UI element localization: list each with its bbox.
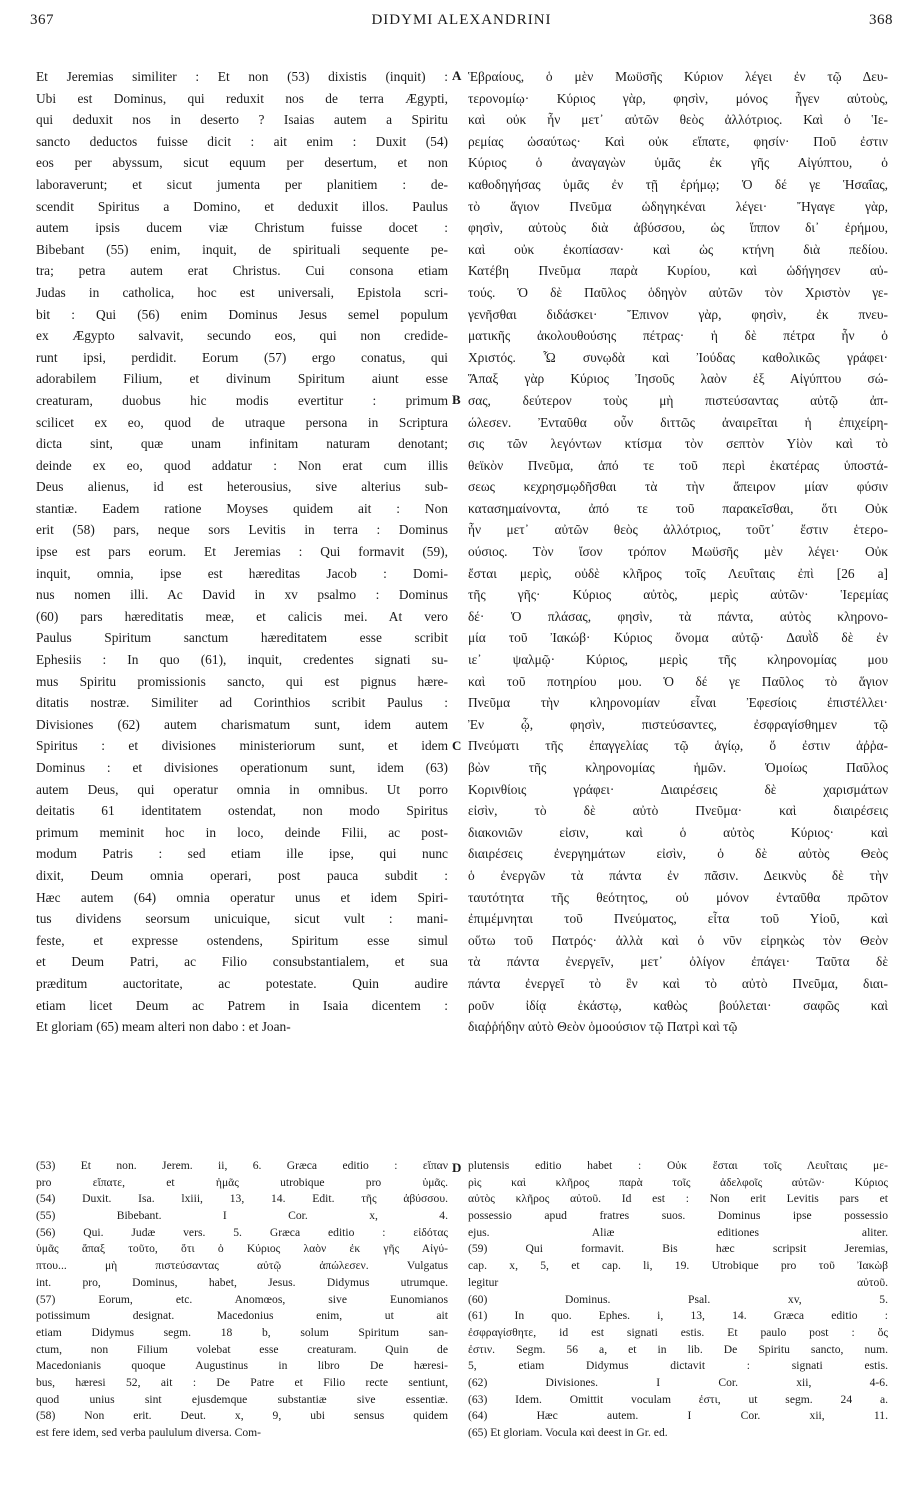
footnote-line: αὐτὸς κλῆρος αὐτοῦ. Id est : Non erit Levitis pars et xyxy=(468,1192,888,1206)
greek-text-line: διαῤῥήδην αὐτὸ Θεὸν ὁμοούσιον τῷ Πατρὶ καὶ τῷ xyxy=(468,1019,738,1035)
footnote-line: πτου... μὴ πιστεύσαντας αὐτῷ ἀπώλεσεν. Vulgatus xyxy=(36,1259,448,1273)
greek-text-line: ὁ ἐνεργῶν τὰ πάντα ἐν πᾶσιν. Δεικνὺς δὲ τὴν xyxy=(468,867,888,883)
footnote-line: bus, hæresi 52, ait : De Patre et Filio recte sentiunt, xyxy=(36,1375,448,1389)
latin-text-line: ex Ægypto salvavit, secundo eos, qui non credide- xyxy=(36,328,448,344)
greek-text-line: γενῆσθαι διδάσκει· Ἔπινον γὰρ, φησὶν, ἐκ πνευ- xyxy=(468,306,888,322)
footnote-line: (54) Duxit. Isa. lxiii, 13, 14. Edit. τῆς ἀβύσσου. xyxy=(36,1192,448,1206)
footnotes-right-column xyxy=(468,1158,888,1442)
footnote-line: (57) Eorum, etc. Anomœos, sive Eunomianos xyxy=(36,1292,448,1306)
greek-text-line: οὕτω τοῦ Πατρός· ἀλλὰ καὶ ὁ νῦν εἰρηκὼς τὸν Θεὸν xyxy=(468,932,888,948)
latin-text-line: erit (58) pars, neque sors Levitis in terra : Dominus xyxy=(36,522,448,538)
greek-text-line: μία τοῦ Ἰακώβ· Κύριος ὄνομα αὐτῷ· Δαυῒδ δὲ ἐν xyxy=(468,630,888,646)
greek-text-line: ἦν μετ᾽ αὐτῶν θεὸς ἀλλότριος, τοῦτ᾽ ἔστιν ἑτερο- xyxy=(468,522,888,538)
footnote-line: quod unius sint ejusdemque substantiæ sive essentiæ. xyxy=(36,1392,448,1406)
greek-text-line: βὼν τῆς κληρονομίας ἡμῶν. Ὁμοίως Παῦλος xyxy=(468,760,888,775)
footnote-line: est fere idem, sed verba paululum diversa. Com- xyxy=(36,1426,262,1439)
greek-text-line: σας, δεύτερον τοὺς μὴ πιστεύσαντας αὐτῷ ἀπ- xyxy=(468,392,888,408)
latin-text-line: dicta sint, quæ unam infinitam naturam denotant; xyxy=(36,436,448,452)
footnote-line: ὑμᾶς ἅπαξ τοῦτο, ὅτι ὁ Κύριος λαὸν ἐκ γῆς Αἰγύ- xyxy=(36,1242,448,1256)
footnote-line: (62) Divisiones. I Cor. xii, 4-6. xyxy=(468,1375,888,1389)
latin-text-line: scendit Spiritus a Domino, et deduxit illos. Paulus xyxy=(36,198,448,214)
latin-text-line: Ephesiis : In quo (61), inquit, credentes signati su- xyxy=(36,652,448,668)
greek-text-line: τῆς γῆς· Κύριος αὐτὸς, μερὶς αὐτῶν· Ἱερεμίας xyxy=(468,587,888,603)
latin-text-line: Bibebant (55) enim, inquit, de spirituali sequente pe- xyxy=(36,241,448,257)
latin-text-line: stantiæ. Eadem ratione Moyses quidem ait : Non xyxy=(36,500,448,516)
footnote-line: cap. x, 5, et cap. li, 19. Utrobique pro τοῦ Ἰακὼβ xyxy=(468,1259,888,1273)
latin-text-line: autem ipsis ducem viæ Christum fuisse docet : xyxy=(36,220,448,236)
latin-text-line: etiam licet Deum ac Patrem in Isaia dicentem : xyxy=(36,997,448,1013)
latin-text-line: runt ipsi, perdidit. Eorum (57) ergo conatus, qui xyxy=(36,349,448,365)
footnote-line: ρὶς καὶ κλῆρος παρὰ τοῖς ἀδελφοῖς αὐτῶν· Κύριος xyxy=(468,1175,888,1189)
latin-text-line: bit : Qui (56) enim Dominus Jesus semel populum xyxy=(36,306,448,322)
latin-text-line: nus nomen illi. Ac David in xv psalmo : Dominus xyxy=(36,587,448,603)
footnote-line: etiam Didymus segm. 18 b, solum Spiritum san- xyxy=(36,1325,448,1339)
footnote-line: (63) Idem. Omittit voculam ἐστι, ut segm. 24 a. xyxy=(468,1392,888,1406)
greek-text-line: τερονομίῳ· Κύριος γὰρ, φησὶν, μόνος ἦγεν αὐτοὺς, xyxy=(468,90,888,106)
greek-text-line: Ἅπαξ γὰρ Κύριος Ἰησοῦς λαὸν ἐξ Αἰγύπτου σώ- xyxy=(468,371,888,387)
greek-text-line: καθοδηγήσας ὑμᾶς ἐν τῇ ἐρήμῳ; Ὁ δέ γε Ἡσαΐας, xyxy=(468,176,888,192)
greek-text-line: καὶ οὐκ ἦν μετ᾽ αὐτῶν θεὸς ἀλλότριος. Καὶ ὁ Ἱε- xyxy=(468,112,888,128)
greek-text-line: φησὶν, αὐτοὺς διὰ ἀβύσσου, ὡς ἵππον δι᾽ ἐρήμου, xyxy=(468,220,888,236)
latin-text-line: tus dividens seorsum unicuique, sicut vult : mani- xyxy=(36,911,448,927)
latin-text-line: Dominus : et divisiones operationum sunt, idem (63) xyxy=(36,760,448,775)
latin-text-line: adorabilem Filium, et divinum Spiritum aiunt esse xyxy=(36,371,448,387)
greek-text-line: κατασημαίνοντα, ἀπό τε τοῦ παρακεῖσθαι, ὅτι Οὐκ xyxy=(468,500,888,516)
footnote-line: Macedonianis quoque Augustinus in libro De hæresi- xyxy=(36,1359,448,1373)
greek-text-line: ροῦν ἰδίᾳ ἑκάστῳ, καθὼς βούλεται· σαφῶς καὶ xyxy=(468,997,888,1013)
footnote-line: ἐσφραγίσθητε, id est signati estis. Et paulo post : ὅς xyxy=(468,1325,888,1339)
greek-text-line: τὰ πάντα ἐνεργεῖν, μετ᾽ ὀλίγον ἐπάγει· Ταῦτα δὲ xyxy=(468,954,888,970)
latin-text-line: (60) pars hæreditatis meæ, et calicis mei. At vero xyxy=(36,608,448,624)
footnote-line: ctum, non Filium volebat esse creaturam. Quin de xyxy=(36,1342,448,1356)
greek-text-line: Πνεῦμα τὴν κληρονομίαν εἶναι Ἐφεσίοις ἐπιστέλλει· xyxy=(468,695,888,711)
footnote-line: (64) Hæc autem. I Cor. xii, 11. xyxy=(468,1409,888,1423)
latin-text-line: deinde ex eo, quod addatur : Non erat cum illis xyxy=(36,457,448,473)
greek-text-line: καὶ τοῦ ποτηρίου μου. Ὁ δέ γε Παῦλος τὸ ἅγιον xyxy=(468,673,888,689)
latin-text-line: qui deduxit nos in deserto ? Isaias autem a Spiritu xyxy=(36,112,448,128)
greek-text-line: διακονιῶν εἰσιν, καὶ ὁ αὐτὸς Κύριος· καὶ xyxy=(468,824,888,840)
footnote-line: int. pro, Dominus, habet, Jesus. Didymus utrumque. xyxy=(36,1275,448,1289)
margin-marker-a: A xyxy=(452,68,462,83)
latin-text-line: Spiritus : et divisiones ministeriorum sunt, et idem xyxy=(36,738,448,754)
page-header xyxy=(30,6,893,36)
greek-text-line: ιε᾽ ψαλμῷ· Κύριος, μερὶς τῆς κληρονομίας μου xyxy=(468,652,888,668)
latin-text-line: tra; petra autem erat Christus. Cui consona etiam xyxy=(36,263,448,279)
latin-text-line: ipse est pars eorum. Et Jeremias : Qui formavit (59), xyxy=(36,544,448,560)
greek-text-line: ώλεσεν. Ἐνταῦθα οὖν διττῶς ἀναιρεῖται ἡ ἐπιχείρη- xyxy=(468,414,888,430)
footnote-line: (60) Dominus. Psal. xv, 5. xyxy=(468,1292,888,1306)
latin-text-line: primum meminit hoc in loco, deinde Filii, ac post- xyxy=(36,824,448,840)
footnote-line: plutensis editio habet : Οὐκ ἔσται τοῖς Λευΐταις με- xyxy=(468,1159,888,1172)
footnote-line: ejus. Aliæ editiones aliter. xyxy=(468,1225,888,1239)
greek-text-line: σις τῶν λεγόντων κτίσμα τὸν σεπτὸν Υἱὸν καὶ τὸ xyxy=(468,436,888,452)
latin-text-line: Et Jeremias similiter : Et non (53) dixistis (inquit) : xyxy=(36,69,448,84)
latin-text-line: Deus alienus, id est heterousius, sive alterius sub- xyxy=(36,479,448,495)
latin-text-line: Hæc autem (64) omnia operatur unus et idem Spiri- xyxy=(36,889,448,905)
footnote-line: ἐστιν. Segm. 56 a, et in lib. De Spiritu sancto, num. xyxy=(468,1342,888,1356)
footnote-line: possessio apud fratres suos. Dominus ipse possessio xyxy=(468,1209,888,1223)
footnote-line: (53) Et non. Jerem. ii, 6. Græca editio : εἴπαν xyxy=(36,1159,448,1172)
greek-text-line: Κορινθίοις γράφει· Διαιρέσεις δὲ χαρισμάτων xyxy=(468,781,888,797)
greek-text-line: θεϊκὸν Πνεῦμα, ἀπό τε τοῦ περὶ ἑκατέρας ὑποστά- xyxy=(468,457,888,473)
greek-text-line: Πνεύματι τῆς ἐπαγγελίας τῷ ἁγίῳ, ὅ ἐστιν ἀῤῥα- xyxy=(468,738,888,754)
latin-text-line: Ubi est Dominus, qui reduxit nos de terra Ægypti, xyxy=(36,90,448,106)
footnote-line: (56) Qui. Judæ vers. 5. Græca editio : εἰδότας xyxy=(36,1225,448,1239)
greek-text-line: Ἐν ᾧ, φησὶν, πιστεύσαντες, ἐσφραγίσθημεν τῷ xyxy=(468,716,888,732)
greek-text-line: ρεμίας ὡσαύτως· Καὶ οὐκ εἴπατε, φησίν· Ποῦ ἐστιν xyxy=(468,133,888,149)
page-number-right: 368 xyxy=(869,12,893,28)
greek-text-line: Κατέβη Πνεῦμα παρὰ Κυρίου, καὶ ὡδήγησεν αὐ- xyxy=(468,263,888,279)
latin-text-line: deitatis 61 identitatem ostendat, non modo Spiritus xyxy=(36,803,448,819)
greek-text-line: διαιρέσεις ἐνεργημάτων εἰσὶν, ὁ δὲ αὐτὸς Θεὸς xyxy=(468,846,888,862)
footnote-line: pro εἴπατε, et ἡμᾶς utrobique pro ὑμᾶς. xyxy=(36,1175,448,1189)
latin-text-line: Divisiones (62) autem charismatum sunt, idem autem xyxy=(36,716,448,732)
latin-text-line: ditatis nostræ. Similiter ad Corinthios scribit Paulus : xyxy=(36,695,448,711)
footnote-line: (55) Bibebant. I Cor. x, 4. xyxy=(36,1209,448,1223)
margin-marker-b: B xyxy=(452,392,461,407)
margin-marker-d: D xyxy=(452,1160,462,1175)
greek-text-line: Κύριος ὁ ἀναγαγὼν ὑμᾶς ἐκ γῆς Αἰγύπτου, ὁ xyxy=(468,155,888,171)
greek-text-line: πάντα ἐνεργεῖ τὸ ἓν καὶ τὸ αὐτὸ Πνεῦμα, διαι- xyxy=(468,975,888,991)
latin-text-line: modum Patris : sed etiam ille ipse, qui nunc xyxy=(36,846,448,862)
footnote-line: (59) Qui formavit. Bis hæc scripsit Jeremias, xyxy=(468,1242,888,1256)
greek-text-line: ἔσται μερὶς, οὐδὲ κλῆρος τοῖς Λευΐταις ἐπὶ [26 a] xyxy=(468,565,888,581)
latin-text-line: Judas in catholica, hoc est universali, Epistola scri- xyxy=(36,284,448,300)
latin-text-line: sancto deductos fuisse dicit : ait enim : Duxit (54) xyxy=(36,133,448,149)
latin-text-line: dixit, Deum omnia operari, post pauca subdit : xyxy=(36,867,448,883)
latin-text-line: Et gloriam (65) meam alteri non dabo : et Joan- xyxy=(36,1019,291,1035)
greek-text-line: ούσιος. Τὸν ἴσον τρόπον Μωϋσῆς μὲν λέγει· Οὐκ xyxy=(468,544,888,560)
greek-text-line: τούς. Ὁ δὲ Παῦλος ὁδηγὸν αὐτῶν τὸν Χριστὸν γε- xyxy=(468,284,888,300)
running-title: DIDYMI ALEXANDRINI xyxy=(371,12,552,28)
greek-text-line: δέ· Ὁ πλάσας, φησὶν, τὰ πάντα, αὐτὸς κληρονο- xyxy=(468,608,888,624)
latin-text-line: inquit, omnia, ipse est hæreditas Jacob : Domi- xyxy=(36,565,448,581)
latin-text-line: mus Spiritu promissionis sancto, qui est pignus hære- xyxy=(36,673,448,689)
footnotes-left-column xyxy=(36,1158,448,1442)
footnote-line: (61) In quo. Ephes. i, 13, 14. Græca editio : xyxy=(468,1309,888,1323)
greek-text-line: τὸ ἅγιον Πνεῦμα ὡδηγηκέναι λέγει· Ἤγαγε γὰρ, xyxy=(468,198,888,214)
latin-text-line: et Deum Patri, ac Filio consubstantialem, et sua xyxy=(36,954,448,970)
greek-text-line: ταυτότητα τῆς θεότητος, οὐ μόνον ἐνταῦθα πρῶτον xyxy=(468,889,888,905)
footnote-line: potissimum designat. Macedonius enim, ut ait xyxy=(36,1309,448,1323)
footnote-line: (65) Et gloriam. Vocula καὶ deest in Gr. ed. xyxy=(468,1426,668,1439)
greek-text-line: σεως κεχρησμῳδῆσθαι τὰ τὴν ἄπειρον μίαν φύσιν xyxy=(468,479,888,495)
greek-text-line: Χριστός. Ὧ συνῳδὰ καὶ Ἰούδας καθολικῶς γράφει· xyxy=(468,349,888,365)
greek-text-line: ματικῆς ἀκολουθούσης πέτρας· ἡ δὲ πέτρα ἦν ὁ xyxy=(468,328,888,344)
greek-text-line: ἐπιμέμνηται τοῦ Πνεύματος, εἶτα τοῦ Υἱοῦ, καὶ xyxy=(468,911,888,927)
latin-text-line: creaturam, duobus hic modis evertitur : primum xyxy=(36,392,448,408)
latin-text-line: feste, et expresse ostendens, Spiritum esse simul xyxy=(36,932,448,948)
latin-text-line: scilicet ex eo, quod de utraque persona in Scriptura xyxy=(36,414,448,430)
greek-text-line: Ἑβραίους, ὁ μὲν Μωϋσῆς Κύριον λέγει ἐν τῷ Δευ- xyxy=(468,69,888,84)
footnote-line: 5, etiam Didymus dictavit : signati estis. xyxy=(468,1359,888,1373)
margin-marker-c: C xyxy=(452,738,462,753)
footnote-line: (58) Non erit. Deut. x, 9, ubi sensus quidem xyxy=(36,1409,448,1423)
latin-text-line: autem Deus, qui operatur omnia in omnibus. Ut porro xyxy=(36,781,448,797)
latin-text-line: laboraverunt; et sicut jumenta per planitiem : de- xyxy=(36,176,448,192)
footnote-line: legitur αὐτοῦ. xyxy=(468,1275,888,1289)
latin-text-line: eos per abyssum, sicut equum per desertum, et non xyxy=(36,155,448,171)
greek-text-column xyxy=(468,66,888,1038)
greek-text-line: εἰσὶν, τὸ δὲ αὐτὸ Πνεῦμα· καὶ διαιρέσεις xyxy=(468,803,888,819)
latin-text-line: Paulus Spiritum sanctum hæreditatem esse scribit xyxy=(36,630,448,646)
greek-text-line: καὶ οὐκ ἐκοπίασαν· καὶ ὡς κτήνη διὰ πεδίου. xyxy=(468,241,888,257)
latin-text-line: præditum auctoritate, ac potestate. Quin audire xyxy=(36,975,448,991)
latin-text-column xyxy=(36,66,448,1038)
page-number-left: 367 xyxy=(30,12,54,28)
